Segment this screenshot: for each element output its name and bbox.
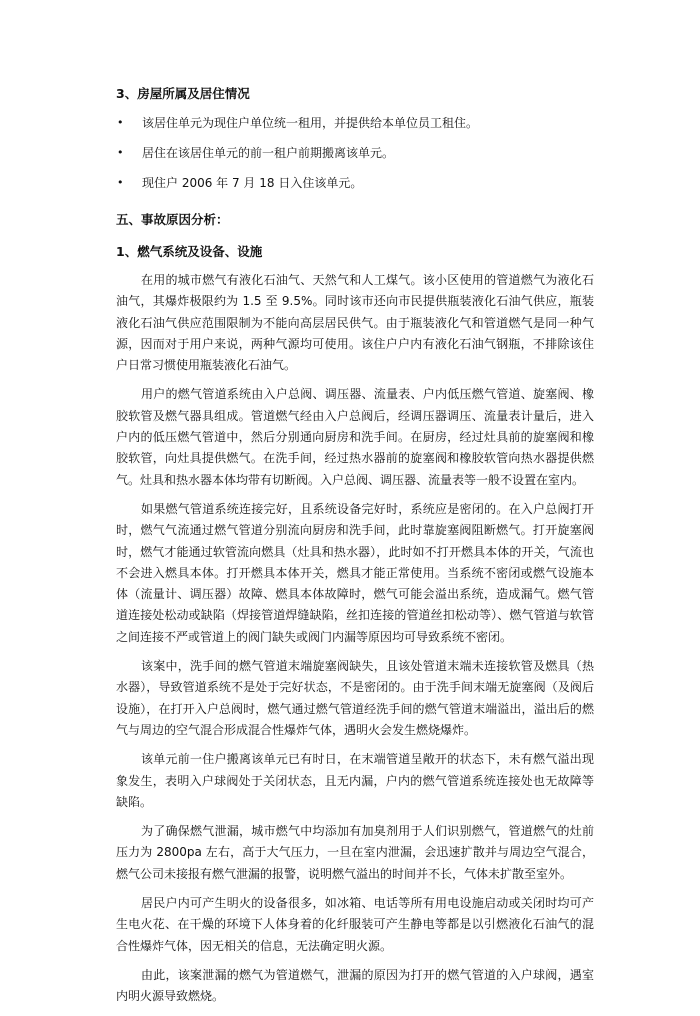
body-paragraph: 在用的城市燃气有液化石油气、天然气和人工煤气。该小区使用的管道燃气为液化石油气，其爆炸极限约为 1.5 至 9.5%。同时该市还向市民提供瓶装液化石油气供应，瓶装液化石油气供应范围限制为不能向高层居民供气。由于瓶装液化气和管道燃气是同一种气源，因而对于用户来说，两种气源均可使用。该住户户内有液化石油气钢瓶，不排除该住户日常习惯使用瓶装液化石油气。 xyxy=(116,273,594,373)
section-heading-cause-analysis: 五、事故原因分析： xyxy=(116,212,229,227)
bullet-text: 居住在该居住单元的前一租户前期搬离该单元。 xyxy=(142,146,395,160)
bullet-dot-icon: • xyxy=(117,116,124,129)
bullet-item xyxy=(116,174,594,192)
bullet-text: 现住户 2006 年 7 月 18 日入住该单元。 xyxy=(142,176,363,190)
body-paragraph: 由此，该案泄漏的燃气为管道燃气，泄漏的原因为打开的燃气管道的入户球阀，遇室内明火源导致燃烧。 xyxy=(116,967,594,1004)
bullet-dot-icon: • xyxy=(117,176,124,189)
bullet-text: 该居住单元为现住户单位统一租用，并提供给本单位员工租住。 xyxy=(142,116,479,130)
residence-bullet-list xyxy=(116,114,594,192)
bullet-item xyxy=(116,114,594,132)
body-paragraph: 用户的燃气管道系统由入户总阀、调压器、流量表、户内低压燃气管道、旋塞阀、橡胶软管及燃气器具组成。管道燃气经由入户总阀后，经调压器调压、流量表计量后，进入户内的低压燃气管道中，然后分别通向厨房和洗手间。在厨房，经过灶具前的旋塞阀和橡胶软管，向灶具提供燃气。在洗手间，经过热水器前的旋塞阀和橡胶软管向热水器提供燃气。灶具和热水器本体均带有切断阀。入户总阀、调压器、流量表等一般不设置在室内。 xyxy=(116,387,594,487)
subsection-heading-gas-system: 1、燃气系统及设备、设施 xyxy=(116,244,263,259)
body-paragraph: 居民户内可产生明火的设备很多，如冰箱、电话等所有用电设施启动或关闭时均可产生电火花、在干燥的环境下人体身着的化纤服装可产生静电等都是以引燃液化石油气的混合性爆炸气体，因无相关的信息，无法确定明火源。 xyxy=(116,896,594,953)
document-body xyxy=(116,84,594,1016)
body-paragraph: 该单元前一住户搬离该单元已有时日，在末端管道呈敞开的状态下，未有燃气溢出现象发生，表明入户球阀处于关闭状态，且无内漏，户内的燃气管道系统连接处也无故障等缺陷。 xyxy=(116,752,594,809)
body-paragraph: 该案中，洗手间的燃气管道末端旋塞阀缺失，且该处管道末端未连接软管及燃具（热水器），导致管道系统不是处于完好状态，不是密闭的。由于洗手间末端无旋塞阀（及阀后设施），在打开入户总阀时，燃气通过燃气管道经洗手间的燃气管道末端溢出，溢出后的燃气与周边的空气混合形成混合性爆炸气体，遇明火会发生燃烧爆炸。 xyxy=(116,659,594,737)
body-paragraph: 如果燃气管道系统连接完好，且系统设备完好时，系统应是密闭的。在入户总阀打开时，燃气气流通过燃气管道分别流向厨房和洗手间，此时靠旋塞阀阻断燃气。打开旋塞阀时，燃气才能通过软管流向燃具（灶具和热水器），此时如不打开燃具本体的开关，气流也不会进入燃具本体。打开燃具本体开关，燃具才能正常使用。当系统不密闭或燃气设施本体（流量计、调压器）故障、燃具本体故障时，燃气可能会溢出系统，造成漏气。燃气管道连接处松动或缺陷（焊接管道焊缝缺陷，丝扣连接的管道丝扣松动等）、燃气管道与软管之间连接不严或管道上的阀门缺失或阀门内漏等原因均可导致系统不密闭。 xyxy=(116,501,594,644)
bullet-item xyxy=(116,144,594,162)
body-paragraph: 为了确保燃气泄漏，城市燃气中均添加有加臭剂用于人们识别燃气，管道燃气的灶前压力为 2800pa 左右，高于大气压力，一旦在室内泄漏，会迅速扩散并与周边空气混合，燃气公司未接报有燃气泄漏的报警，说明燃气溢出的时间并不长，气体未扩散至室外。 xyxy=(116,824,594,881)
bullet-dot-icon: • xyxy=(117,146,124,159)
section-heading-residence: 3、房屋所属及居住情况 xyxy=(116,86,250,101)
